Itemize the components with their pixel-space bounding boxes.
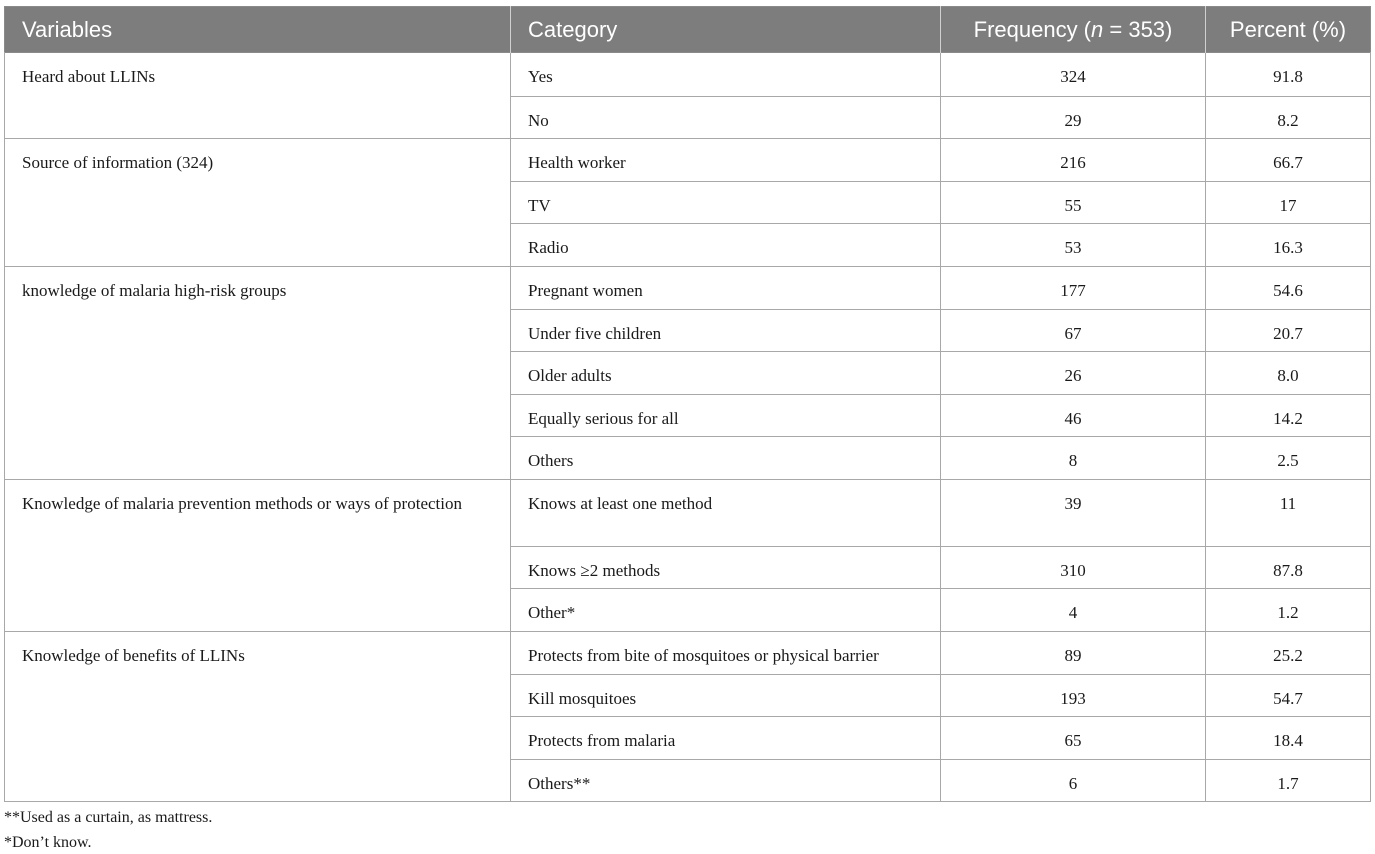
table-row	[5, 632, 1371, 675]
category-cell: Radio	[511, 224, 941, 267]
frequency-cell: 55	[941, 182, 1206, 224]
percent-cell: 54.7	[1206, 675, 1371, 717]
percent-cell: 20.7	[1206, 310, 1371, 352]
frequency-cell: 4	[941, 589, 1206, 632]
category-cell: Older adults	[511, 352, 941, 395]
category-cell: Others	[511, 437, 941, 480]
variable-cell: Heard about LLINs	[5, 53, 511, 139]
percent-cell: 91.8	[1206, 53, 1371, 97]
percent-cell: 16.3	[1206, 224, 1371, 267]
category-cell: Health worker	[511, 139, 941, 182]
table-row	[5, 53, 1371, 97]
frequency-cell: 29	[941, 97, 1206, 139]
table-row	[5, 267, 1371, 310]
frequency-cell: 89	[941, 632, 1206, 675]
frequency-cell: 310	[941, 547, 1206, 589]
variable-cell: Knowledge of malaria prevention methods or ways of protection	[5, 480, 511, 632]
percent-cell: 18.4	[1206, 717, 1371, 760]
table-body	[5, 53, 1371, 802]
category-cell: Kill mosquitoes	[511, 675, 941, 717]
frequency-cell: 324	[941, 53, 1206, 97]
percent-cell: 66.7	[1206, 139, 1371, 182]
footnote-single-asterisk: *Don’t know.	[4, 834, 92, 851]
percent-cell: 1.2	[1206, 589, 1371, 632]
footnote-double-asterisk: **Used as a curtain, as mattress.	[4, 809, 213, 826]
data-table	[4, 6, 1371, 802]
percent-cell: 87.8	[1206, 547, 1371, 589]
category-cell: Under five children	[511, 310, 941, 352]
percent-cell: 8.0	[1206, 352, 1371, 395]
frequency-cell: 8	[941, 437, 1206, 480]
frequency-cell: 177	[941, 267, 1206, 310]
percent-cell: 25.2	[1206, 632, 1371, 675]
category-cell: Other*	[511, 589, 941, 632]
category-cell: Knows ≥2 methods	[511, 547, 941, 589]
category-cell: Pregnant women	[511, 267, 941, 310]
variable-cell: Knowledge of benefits of LLINs	[5, 632, 511, 802]
category-cell: Yes	[511, 53, 941, 97]
percent-cell: 14.2	[1206, 395, 1371, 437]
frequency-cell: 26	[941, 352, 1206, 395]
category-cell: No	[511, 97, 941, 139]
category-cell: Equally serious for all	[511, 395, 941, 437]
percent-cell: 1.7	[1206, 760, 1371, 802]
frequency-cell: 193	[941, 675, 1206, 717]
frequency-cell: 67	[941, 310, 1206, 352]
variable-cell: knowledge of malaria high-risk groups	[5, 267, 511, 480]
header-row	[5, 7, 1371, 53]
category-cell: TV	[511, 182, 941, 224]
category-cell: Others**	[511, 760, 941, 802]
table-row	[5, 480, 1371, 547]
category-cell: Protects from bite of mosquitoes or physical barrier	[511, 632, 941, 675]
percent-cell: 17	[1206, 182, 1371, 224]
table-row	[5, 139, 1371, 182]
frequency-cell: 6	[941, 760, 1206, 802]
frequency-cell: 39	[941, 480, 1206, 547]
percent-cell: 11	[1206, 480, 1371, 547]
header-frequency: Frequency (n = 353)	[941, 7, 1206, 53]
category-cell: Protects from malaria	[511, 717, 941, 760]
header-variables: Variables	[5, 7, 511, 53]
variable-cell: Source of information (324)	[5, 139, 511, 267]
percent-cell: 8.2	[1206, 97, 1371, 139]
frequency-cell: 46	[941, 395, 1206, 437]
frequency-cell: 53	[941, 224, 1206, 267]
frequency-cell: 65	[941, 717, 1206, 760]
category-cell: Knows at least one method	[511, 480, 941, 547]
percent-cell: 2.5	[1206, 437, 1371, 480]
percent-cell: 54.6	[1206, 267, 1371, 310]
header-percent: Percent (%)	[1206, 7, 1371, 53]
frequency-cell: 216	[941, 139, 1206, 182]
header-category: Category	[511, 7, 941, 53]
